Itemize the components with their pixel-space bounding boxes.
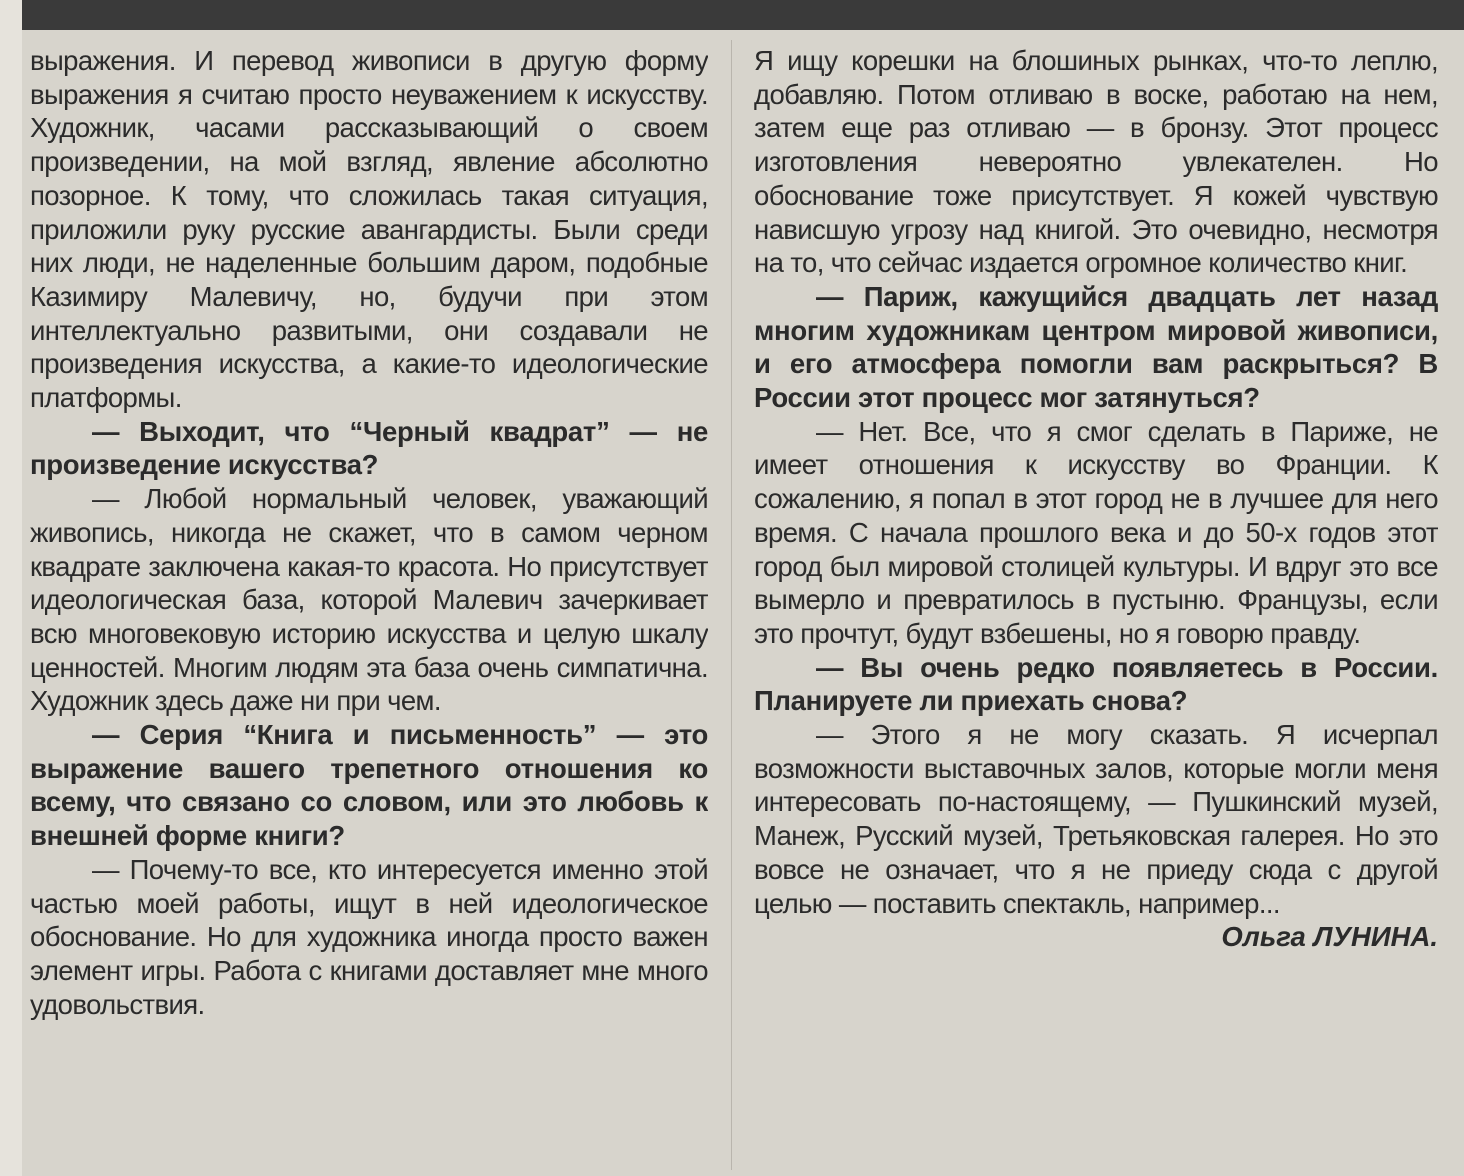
left-question-black-square: — Выходит, что “Черный квадрат” — не произведение искусства? xyxy=(30,415,708,481)
right-answer-russia: — Этого я не могу сказать. Я исчерпал возможности выставочных залов, которые могли меня интересовать по-настоящему, — Пушкинский музей, Манеж, Русский музей, Третьяковская галерея. Но это вовсе не означает, что я не приеду сюда с другой целью — поставить спектакль, например... xyxy=(754,719,1438,919)
right-question-russia: — Вы очень редко появляетесь в России. Планируете ли приехать снова? xyxy=(754,651,1438,717)
right-article-column xyxy=(754,44,1438,1164)
right-answer-paris: — Нет. Все, что я смог сделать в Париже, не имеет отношения к искусству во Франции. К сожалению, я попал в этот город не в лучшее для него время. С начала прошлого века и до 50-х годов этот город был мировой столицей культуры. И вдруг это все вымерло и превратилось в пустыню. Французы, если это прочтут, будут взбешены, но я говорю правду. xyxy=(754,415,1438,649)
page-left-edge xyxy=(0,0,22,1176)
right-question-paris: — Париж, кажущийся двадцать лет назад многим художникам центром мировой живописи, и его атмосфера помогли вам раскрыться? В России этот процесс мог затянуться? xyxy=(754,280,1438,414)
right-paragraph-continuation: Я ищу корешки на блошиных рынках, что-то леплю, добавляю. Потом отливаю в воске, работаю на нем, затем еще раз отливаю — в бронзу. Этот процесс изготовления невероятно увлекателен. Но обоснование тоже присутствует. Я кожей чувствую нависшую угрозу над книгой. Это очевидно, несмотря на то, что сейчас издается огромное количество книг. xyxy=(754,45,1438,279)
column-divider xyxy=(731,40,732,1170)
left-paragraph-continuation: выражения. И перевод живописи в другую форму выражения я считаю просто неуважением к искусству. Художник, часами рассказывающий о своем произведении, на мой взгляд, явление абсолютно позорное. К тому, что сложилась такая ситуация, приложили руку русские авангардисты. Были среди них люди, не наделенные большим даром, подобные Казимиру Малевичу, но, будучи при этом интеллектуально развитыми, они создавали не произведения искусства, а какие-то идеологические платформы. xyxy=(30,45,708,414)
author-signature: Ольга ЛУНИНА. xyxy=(1221,921,1438,953)
left-article-column xyxy=(30,44,708,1164)
left-answer-book-series: — Почему-то все, кто интересуется именно этой частью моей работы, ищут в ней идеологическое обоснование. Но для художника иногда просто важен элемент игры. Работа с книгами доставляет мне много удовольствия. xyxy=(30,853,708,1020)
top-dark-bar xyxy=(22,0,1464,30)
left-question-book-series: — Серия “Книга и письменность” — это выражение вашего трепетного отношения ко всему, что связано со словом, или это любовь к внешней форме книги? xyxy=(30,719,708,852)
left-answer-black-square: — Любой нормальный человек, уважающий живопись, никогда не скажет, что в самом черном квадрате заключена какая-то красота. Но присутствует идеологическая база, которой Малевич зачеркивает всю многовековую историю искусства и целую шкалу ценностей. Многим людям эта база очень симпатична. Художник здесь даже ни при чем. xyxy=(30,483,708,717)
